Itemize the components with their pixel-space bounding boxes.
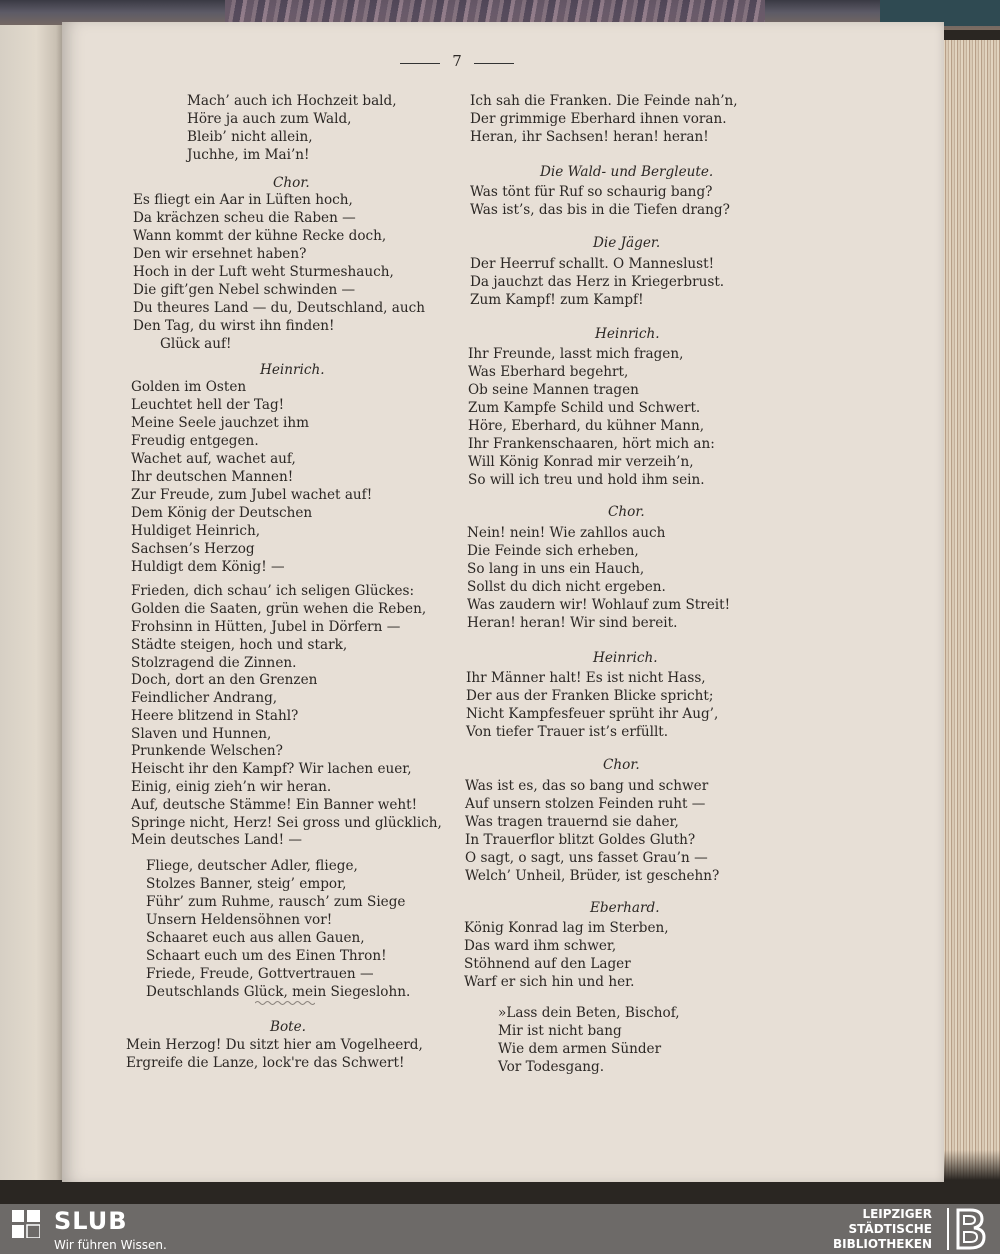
verse-line: Feindlicher Andrang, — [131, 690, 278, 706]
page-number: 7 — [400, 52, 514, 70]
slub-tagline: Wir führen Wissen. — [54, 1238, 167, 1252]
verse-line: Auf unsern stolzen Feinden ruht — — [465, 796, 706, 812]
verse-line: Heran! heran! Wir sind bereit. — [467, 615, 678, 631]
verse-line: Ich sah die Franken. Die Feinde nah’n, — [470, 93, 738, 109]
verse-line: Nicht Kampfesfeuer sprüht ihr Aug’, — [466, 706, 719, 722]
verse-line: Das ward ihm schwer, — [464, 938, 617, 954]
verse-line: Ihr deutschen Mannen! — [131, 469, 294, 485]
verse-line: Stöhnend auf den Lager — [464, 956, 631, 972]
verse-line: Heere blitzend in Stahl? — [131, 708, 299, 724]
verse-line: Nein! nein! Wie zahllos auch — [467, 525, 666, 541]
verse-line: Wachet auf, wachet auf, — [131, 451, 296, 467]
verse-line: Will König Konrad mir verzeih’n, — [468, 454, 694, 470]
verse-line: Mein Herzog! Du sitzt hier am Vogelheerd, — [126, 1037, 423, 1053]
verse-line: Golden im Osten — [131, 379, 247, 395]
verse-line: Friede, Freude, Gottvertrauen — — [146, 966, 374, 982]
verse-line: Leuchtet hell der Tag! — [131, 397, 285, 413]
verse-line: Freudig entgegen. — [131, 433, 259, 449]
verse-line: Höre ja auch zum Wald, — [187, 111, 352, 127]
verse-line: Ihr Männer halt! Es ist nicht Hass, — [466, 670, 706, 686]
verse-line: Vor Todesgang. — [498, 1059, 605, 1075]
verse-line: Warf er sich hin und her. — [464, 974, 635, 990]
brand-line: LEIPZIGER — [862, 1207, 932, 1221]
speaker-heading: Chor. — [603, 757, 640, 773]
verse-line: Huldigt dem König! — — [131, 559, 285, 575]
speaker-heading: Bote. — [270, 1019, 307, 1035]
verse-line: Prunkende Welschen? — [131, 743, 283, 759]
verse-line: Was ist es, das so bang und schwer — [465, 778, 709, 794]
verse-line: Juchhe, im Mai’n! — [187, 147, 310, 163]
verse-line: Dem König der Deutschen — [131, 505, 313, 521]
verse-line: Wie dem armen Sünder — [498, 1041, 662, 1057]
verse-line: Was Eberhard begehrt, — [468, 364, 629, 380]
verse-line: »Lass dein Beten, Bischof, — [498, 1005, 680, 1021]
verse-line: So will ich treu und hold ihm sein. — [468, 472, 705, 488]
verse-line: Heischt ihr den Kampf? Wir lachen euer, — [131, 761, 412, 777]
verse-line: Frohsinn in Hütten, Jubel in Dörfern — — [131, 619, 401, 635]
verse-line: In Trauerflor blitzt Goldes Gluth? — [465, 832, 696, 848]
verse-line: König Konrad lag im Sterben, — [464, 920, 669, 936]
verse-line: Welch’ Unheil, Brüder, ist geschehn? — [465, 868, 720, 884]
verse-line: Schaart euch um des Einen Thron! — [146, 948, 387, 964]
verse-line: Mir ist nicht bang — [498, 1023, 622, 1039]
speaker-heading: Die Jäger. — [593, 235, 661, 251]
verse-line: Was tönt für Ruf so schaurig bang? — [470, 184, 713, 200]
verse-line: Was ist’s, das bis in die Tiefen drang? — [470, 202, 730, 218]
verse-line: Es fliegt ein Aar in Lüften hoch, — [133, 192, 353, 208]
verse-line: Frieden, dich schau’ ich seligen Glückes: — [131, 583, 415, 599]
verse-line: Zum Kampfe Schild und Schwert. — [468, 400, 701, 416]
verse-line: Zur Freude, zum Jubel wachet auf! — [131, 487, 373, 503]
verse-line: Schaaret euch aus allen Gauen, — [146, 930, 365, 946]
verse-line: Stolzragend die Zinnen. — [131, 655, 297, 671]
leipzig-library-logo-icon — [944, 1206, 992, 1252]
decorative-divider — [255, 1000, 315, 1006]
marbled-cover-edge — [225, 0, 765, 22]
verse-line: Du theures Land — du, Deutschland, auch — [133, 300, 426, 316]
verse-line: Auf, deutsche Stämme! Ein Banner weht! — [131, 797, 418, 813]
verse-line: Slaven und Hunnen, — [131, 726, 272, 742]
verse-line: Mein deutsches Land! — — [131, 832, 303, 848]
verse-line: Unsern Heldensöhnen vor! — [146, 912, 333, 928]
verse-line: Da krächzen scheu die Raben — — [133, 210, 356, 226]
verse-line: Was tragen trauernd sie daher, — [465, 814, 679, 830]
verse-line: So lang in uns ein Hauch, — [467, 561, 645, 577]
verse-line: Was zaudern wir! Wohlauf zum Streit! — [467, 597, 731, 613]
verse-line: Führ’ zum Ruhme, rausch’ zum Siege — [146, 894, 406, 910]
verse-line: Glück auf! — [160, 336, 232, 352]
verse-line: Ihr Freunde, lasst mich fragen, — [468, 346, 684, 362]
leipzig-library-brand[interactable] — [833, 1207, 932, 1252]
verse-line: Meine Seele jauchzet ihm — [131, 415, 309, 431]
verse-line: Wann kommt der kühne Recke doch, — [133, 228, 387, 244]
verse-line: Die gift’gen Nebel schwinden — — [133, 282, 356, 298]
verse-line: Der aus der Franken Blicke spricht; — [466, 688, 714, 704]
verse-line: Doch, dort an den Grenzen — [131, 672, 318, 688]
verse-line: Ergreife die Lanze, lock're das Schwert! — [126, 1055, 405, 1071]
verse-line: Die Feinde sich erheben, — [467, 543, 639, 559]
speaker-heading: Heinrich. — [595, 326, 660, 342]
speaker-heading: Die Wald- und Bergleute. — [540, 164, 714, 180]
verse-line: Städte steigen, hoch und stark, — [131, 637, 348, 653]
verse-line: Einig, einig zieh’n wir heran. — [131, 779, 332, 795]
speaker-heading: Chor. — [273, 175, 310, 191]
background-shadow — [0, 1180, 1000, 1204]
verse-line: Fliege, deutscher Adler, fliege, — [146, 858, 358, 874]
slub-brand[interactable]: SLUB — [54, 1207, 128, 1235]
verse-line: Sollst du dich nicht ergeben. — [467, 579, 666, 595]
facing-page-edge — [0, 25, 66, 1205]
speaker-heading: Heinrich. — [260, 362, 325, 378]
verse-line: Da jauchzt das Herz in Kriegerbrust. — [470, 274, 725, 290]
brand-line: STÄDTISCHE — [848, 1222, 932, 1236]
speaker-heading: Eberhard. — [590, 900, 660, 916]
speaker-heading: Heinrich. — [593, 650, 658, 666]
verse-line: Der Heerruf schallt. O Manneslust! — [470, 256, 715, 272]
brand-line: BIBLIOTHEKEN — [832, 1237, 932, 1251]
verse-line: Deutschlands Glück, mein Siegeslohn. — [146, 984, 411, 1000]
verse-line: Höre, Eberhard, du kühner Mann, — [468, 418, 705, 434]
verse-line: Golden die Saaten, grün wehen die Reben, — [131, 601, 427, 617]
verse-line: Heran, ihr Sachsen! heran! heran! — [470, 129, 709, 145]
speaker-heading: Chor. — [608, 504, 645, 520]
verse-line: Stolzes Banner, steig’ empor, — [146, 876, 347, 892]
verse-line: Sachsen’s Herzog — [131, 541, 255, 557]
verse-line: Von tiefer Trauer ist’s erfüllt. — [466, 724, 669, 740]
verse-line: Ihr Frankenschaaren, hört mich an: — [468, 436, 715, 452]
slub-logo-icon — [12, 1210, 40, 1238]
verse-line: O sagt, o sagt, uns fasset Grau’n — — [465, 850, 708, 866]
verse-line: Den Tag, du wirst ihn finden! — [133, 318, 335, 334]
verse-line: Huldiget Heinrich, — [131, 523, 261, 539]
verse-line: Der grimmige Eberhard ihnen voran. — [470, 111, 727, 127]
verse-line: Springe nicht, Herz! Sei gross und glücklich, — [131, 815, 442, 831]
verse-line: Den wir ersehnet haben? — [133, 246, 307, 262]
verse-line: Hoch in der Luft weht Sturmeshauch, — [133, 264, 394, 280]
verse-line: Mach’ auch ich Hochzeit bald, — [187, 93, 397, 109]
verse-line: Zum Kampf! zum Kampf! — [470, 292, 644, 308]
verse-line: Bleib’ nicht allein, — [187, 129, 313, 145]
verse-line: Ob seine Mannen tragen — [468, 382, 639, 398]
